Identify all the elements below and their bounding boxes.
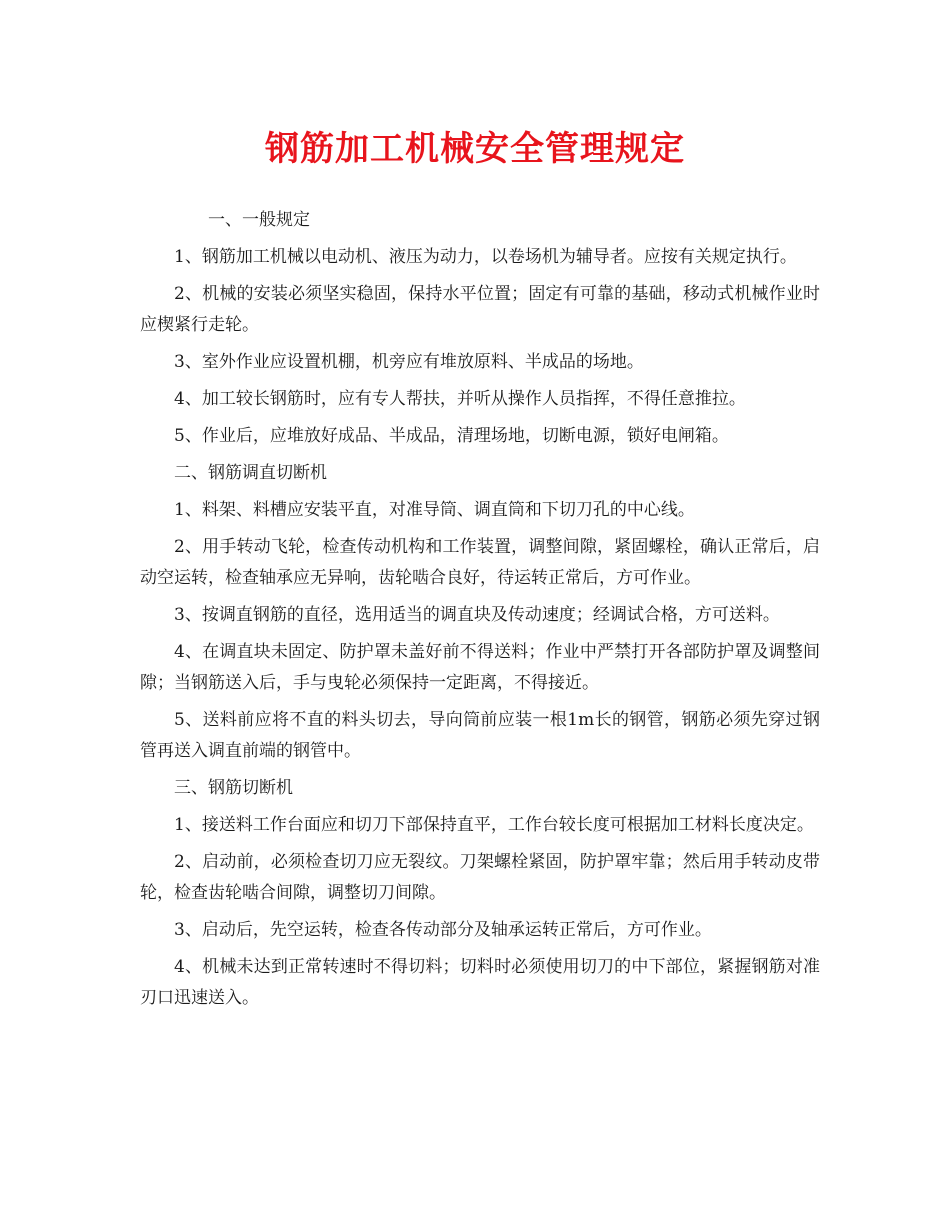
paragraph: 5、送料前应将不直的料头切去，导向筒前应装一根1m长的钢管，钢筋必须先穿过钢管再送入调直前端的钢管中。: [140, 710, 820, 761]
paragraph: 1、接送料工作台面应和切刀下部保持直平，工作台较长度可根据加工材料长度决定。: [174, 815, 814, 835]
paragraph: 3、启动后，先空运转，检查各传动部分及轴承运转正常后，方可作业。: [174, 920, 712, 940]
paragraph: 3、按调直钢筋的直径，选用适当的调直块及传动速度；经调试合格，方可送料。: [174, 605, 780, 625]
section-heading-general: 一、一般规定: [208, 210, 310, 230]
section-heading-cutter: 三、钢筋切断机: [174, 778, 293, 798]
paragraph: 1、料架、料槽应安装平直，对准导筒、调直筒和下切刀孔的中心线。: [174, 500, 695, 520]
paragraph: 4、机械未达到正常转速时不得切料；切料时必须使用切刀的中下部位，紧握钢筋对准刃口迅速送入。: [140, 957, 820, 1008]
paragraph: 2、用手转动飞轮，检查传动机构和工作装置，调整间隙，紧固螺栓，确认正常后，启动空运转，检查轴承应无异响，齿轮啮合良好，待运转正常后，方可作业。: [140, 537, 820, 588]
paragraph: 3、室外作业应设置机棚，机旁应有堆放原料、半成品的场地。: [174, 352, 644, 372]
paragraph: 2、机械的安装必须坚实稳固，保持水平位置；固定有可靠的基础，移动式机械作业时应楔紧行走轮。: [140, 284, 820, 335]
paragraph: 4、加工较长钢筋时，应有专人帮扶，并听从操作人员指挥，不得任意推拉。: [174, 389, 746, 409]
paragraph: 1、钢筋加工机械以电动机、液压为动力，以卷场机为辅导者。应按有关规定执行。: [174, 247, 797, 267]
section-heading-straightening-cutter: 二、钢筋调直切断机: [174, 463, 327, 483]
paragraph: 4、在调直块未固定、防护罩未盖好前不得送料；作业中严禁打开各部防护罩及调整间隙；当钢筋送入后，手与曳轮必须保持一定距离，不得接近。: [140, 642, 820, 693]
paragraph: 5、作业后，应堆放好成品、半成品，清理场地，切断电源，锁好电闸箱。: [174, 426, 729, 446]
paragraph: 2、启动前，必须检查切刀应无裂纹。刀架螺栓紧固，防护罩牢靠；然后用手转动皮带轮，检查齿轮啮合间隙，调整切刀间隙。: [140, 852, 820, 903]
document-title: 钢筋加工机械安全管理规定: [265, 129, 685, 169]
document-body: [140, 205, 820, 1020]
